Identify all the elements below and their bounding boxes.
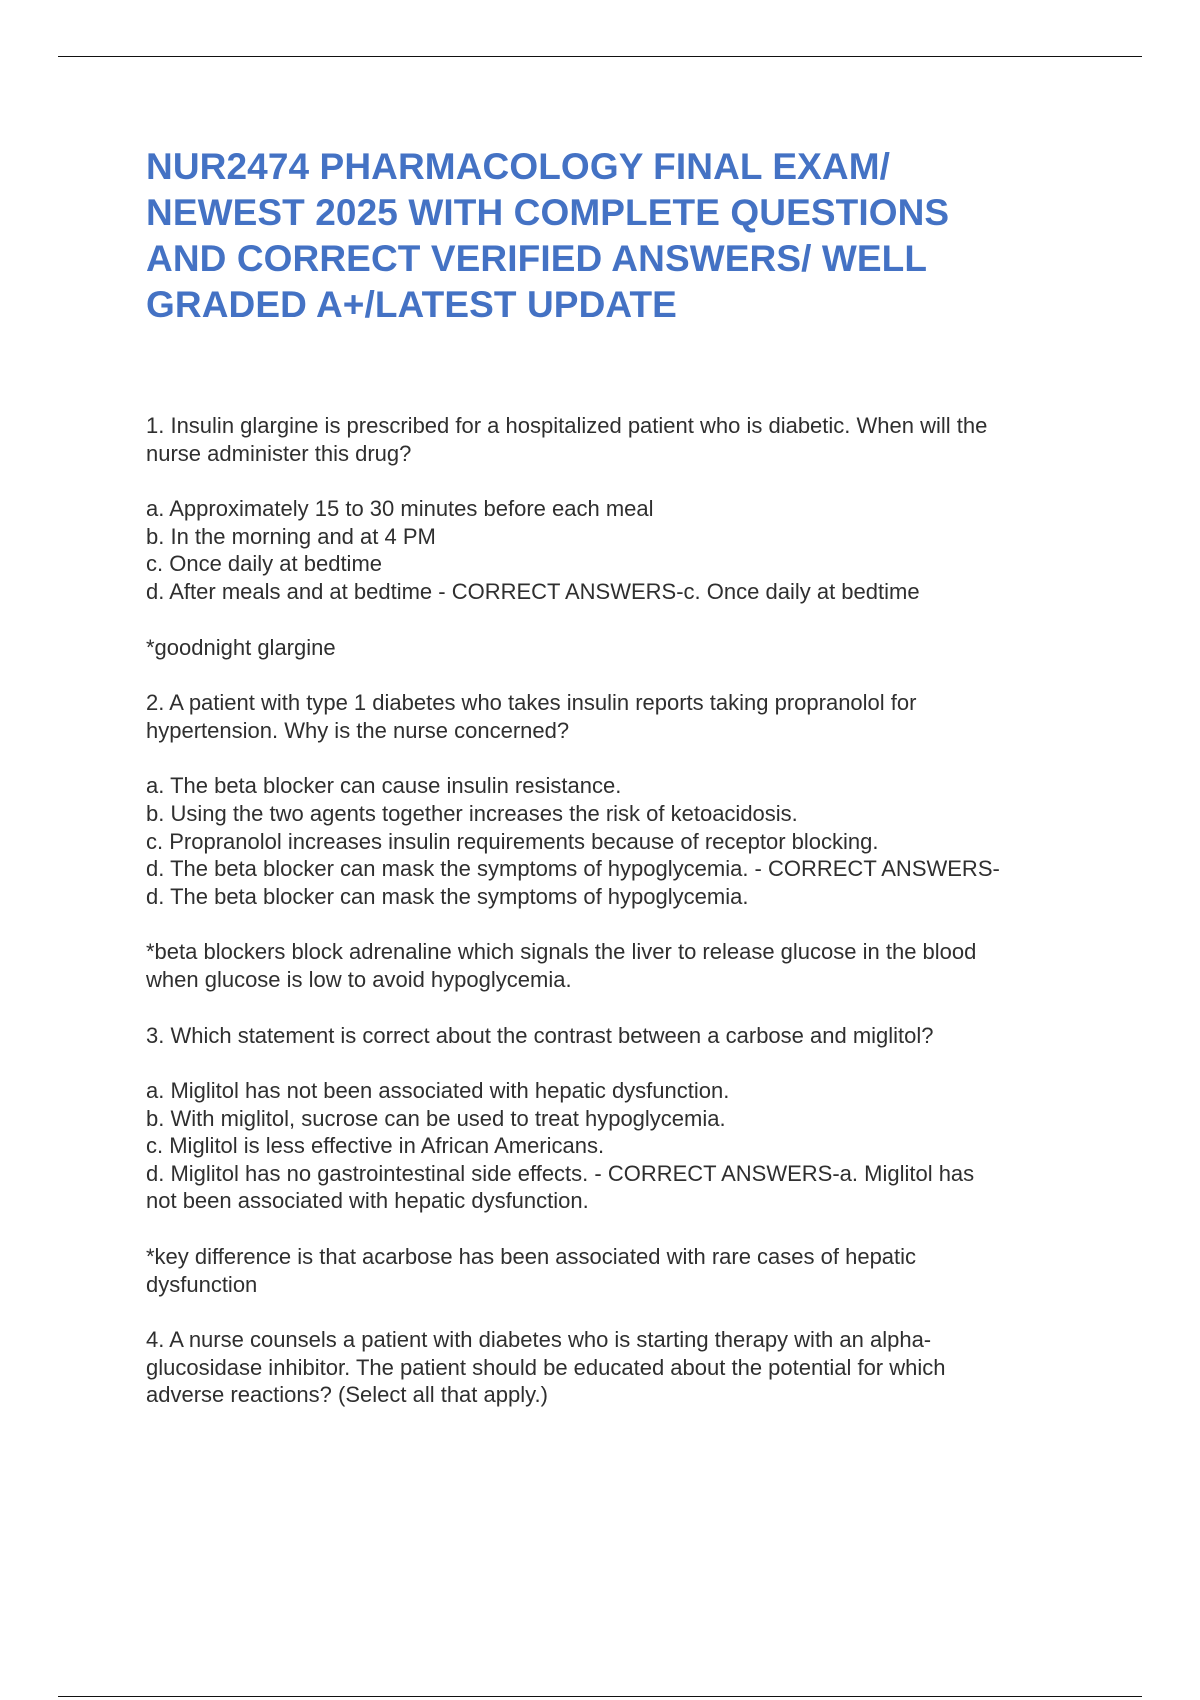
question-text-line: glucosidase inhibitor. The patient should be educated about the potential for which <box>146 1354 946 1380</box>
question-text-line: adverse reactions? (Select all that apply.) <box>146 1382 548 1408</box>
answer-option: c. Miglitol is less effective in African Americans. <box>146 1133 605 1159</box>
rationale-line: when glucose is low to avoid hypoglycemia. <box>146 966 572 992</box>
rationale-line: *goodnight glargine <box>146 634 336 660</box>
question-text-line: 1. Insulin glargine is prescribed for a hospitalized patient who is diabetic. When will the <box>146 413 988 438</box>
question-text-line: nurse administer this drug? <box>146 440 412 466</box>
question-text-line: 2. A patient with type 1 diabetes who takes insulin reports taking propranolol for <box>146 690 917 716</box>
answer-option: not been associated with hepatic dysfunction. <box>146 1188 589 1214</box>
rationale-line: *beta blockers block adrenaline which signals the liver to release glucose in the blood <box>146 939 977 965</box>
question-1-options <box>146 495 1096 605</box>
question-2-options <box>146 772 1096 910</box>
answer-option: c. Propranolol increases insulin requirements because of receptor blocking. <box>146 828 879 854</box>
question-3-note <box>146 1243 1096 1298</box>
question-1-stem <box>146 412 1096 467</box>
question-4-stem <box>146 1326 1096 1409</box>
rationale-line: dysfunction <box>146 1271 258 1297</box>
question-text-line: hypertension. Why is the nurse concerned? <box>146 717 570 743</box>
title-line: NEWEST 2025 WITH COMPLETE QUESTIONS <box>146 192 950 233</box>
answer-option: a. The beta blocker can cause insulin resistance. <box>146 773 622 799</box>
question-2-stem <box>146 689 1096 744</box>
title-line: GRADED A+/LATEST UPDATE <box>146 284 677 325</box>
question-1-note <box>146 634 1096 662</box>
title-line: AND CORRECT VERIFIED ANSWERS/ WELL <box>146 238 928 279</box>
answer-option: d. The beta blocker can mask the symptoms of hypoglycemia. <box>146 883 749 909</box>
question-2-note <box>146 938 1096 993</box>
answer-option: b. Using the two agents together increases the risk of ketoacidosis. <box>146 800 798 826</box>
answer-option: b. In the morning and at 4 PM <box>146 523 436 549</box>
answer-option: b. With miglitol, sucrose can be used to treat hypoglycemia. <box>146 1105 726 1131</box>
top-rule <box>58 56 1142 57</box>
question-3-stem <box>146 1022 1096 1050</box>
question-3-options <box>146 1077 1096 1215</box>
document-title <box>146 144 1096 328</box>
answer-option: c. Once daily at bedtime <box>146 551 383 577</box>
answer-option: d. After meals and at bedtime - CORRECT ANSWERS-c. Once daily at bedtime <box>146 578 920 604</box>
question-list <box>146 412 1096 1409</box>
page-content <box>146 144 1096 1437</box>
answer-option: a. Miglitol has not been associated with hepatic dysfunction. <box>146 1078 730 1104</box>
bottom-rule <box>58 1696 1142 1697</box>
question-text-line: 4. A nurse counsels a patient with diabetes who is starting therapy with an alpha- <box>146 1327 932 1353</box>
answer-option: d. The beta blocker can mask the symptoms of hypoglycemia. - CORRECT ANSWERS- <box>146 856 1000 882</box>
answer-option: a. Approximately 15 to 30 minutes before each meal <box>146 496 654 522</box>
rationale-line: *key difference is that acarbose has been associated with rare cases of hepatic <box>146 1244 917 1270</box>
answer-option: d. Miglitol has no gastrointestinal side effects. - CORRECT ANSWERS-a. Miglitol has <box>146 1160 975 1186</box>
title-line: NUR2474 PHARMACOLOGY FINAL EXAM/ <box>146 146 890 187</box>
question-text-line: 3. Which statement is correct about the contrast between a carbose and miglitol? <box>146 1022 934 1048</box>
